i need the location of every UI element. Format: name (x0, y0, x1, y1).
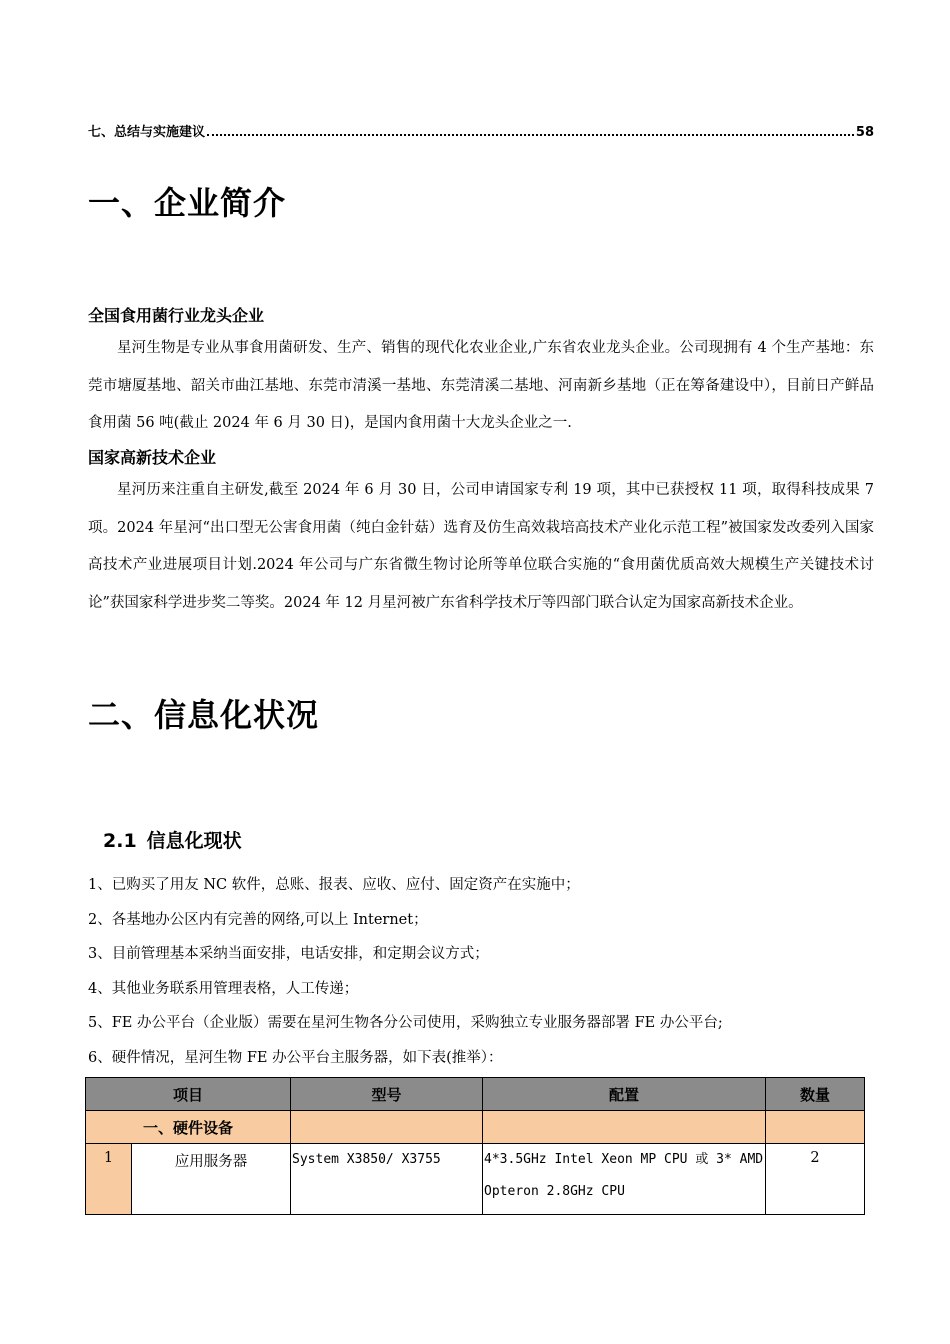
section1-sub1-heading: 全国食用菌行业龙头企业 (88, 306, 265, 325)
row-name: 应用服务器 (132, 1144, 291, 1215)
section2-title: 二、信息化状况 (88, 696, 320, 734)
section1-title: 一、企业简介 (88, 184, 287, 222)
row-quantity: 2 (766, 1144, 865, 1215)
hardware-table (85, 1077, 865, 1215)
row-model: System X3850/ X3755 (291, 1144, 483, 1215)
toc-entry: 七、总结与实施建议 (88, 125, 206, 140)
section2-sub-heading (103, 826, 242, 853)
header-item: 项目 (86, 1078, 291, 1111)
toc-page-number: 58 (855, 125, 874, 140)
table-header-row (86, 1078, 865, 1111)
row-index: 1 (86, 1144, 132, 1215)
status-list (88, 870, 874, 1077)
category-empty-cell (483, 1111, 766, 1144)
category-label: 一、硬件设备 (86, 1111, 291, 1144)
row-config: 4*3.5GHz Intel Xeon MP CPU 或 3* AMD Opteron 2.8GHz CPU (483, 1144, 766, 1215)
category-empty-cell (291, 1111, 483, 1144)
list-item: 6、硬件情况，星河生物 FE 办公平台主服务器，如下表(推举）： (88, 1049, 503, 1066)
section1-sub2-heading: 国家高新技术企业 (88, 448, 217, 467)
header-quantity: 数量 (766, 1078, 865, 1111)
category-empty-cell (766, 1111, 865, 1144)
category-row (86, 1111, 865, 1144)
section2-sub-number: 2.1 (103, 830, 137, 852)
section1-sub1-text: 星河生物是专业从事食用菌研发、生产、销售的现代化农业企业,广东省农业龙头企业。公司现拥有 4 个生产基地：东莞市塘厦基地、韶关市曲江基地、东莞市清溪一基地、东莞清溪二基地、河南新乡基地（正在筹备建设中），目前日产鲜品食用菌 56 吨(截止 2024 年 6 月 30 日)，是国内食用菌十大龙头企业之一. (88, 340, 874, 431)
toc-leader-dots (207, 134, 854, 136)
list-item: 2、各基地办公区内有完善的网络,可以上 Internet； (88, 911, 428, 928)
list-item: 4、其他业务联系用管理表格，人工传递； (88, 980, 359, 997)
toc-line[interactable] (88, 120, 874, 140)
header-model: 型号 (291, 1078, 483, 1111)
list-item: 5、FE 办公平台（企业版）需要在星河生物各分公司使用，采购独立专业服务器部署 FE 办公平台; (88, 1015, 723, 1031)
table-row (86, 1144, 865, 1215)
header-config: 配置 (483, 1078, 766, 1111)
list-item: 1、已购买了用友 NC 软件，总账、报表、应收、应付、固定资产在实施中； (88, 877, 580, 893)
section1-sub2-text: 星河历来注重自主研发,截至 2024 年 6 月 30 日，公司申请国家专利 19 项，其中已获授权 11 项，取得科技成果 7 项。2024 年星河“出口型无公害食用菌（纯白金针菇）选育及仿生高效栽培高技术产业化示范工程”被国家发改委列入国家高技术产业进展项目计划.2024 年公司与广东省微生物讨论所等单位联合实施的“食用菌优质高效大规模生产关键技术讨论”获国家科学进步奖二等奖。2024 年 12 月星河被广东省科学技术厅等四部门联合认定为国家高新技术企业。 (88, 482, 874, 611)
section2-sub-title: 信息化现状 (146, 830, 242, 852)
list-item: 3、目前管理基本采纳当面安排，电话安排，和定期会议方式； (88, 946, 489, 962)
